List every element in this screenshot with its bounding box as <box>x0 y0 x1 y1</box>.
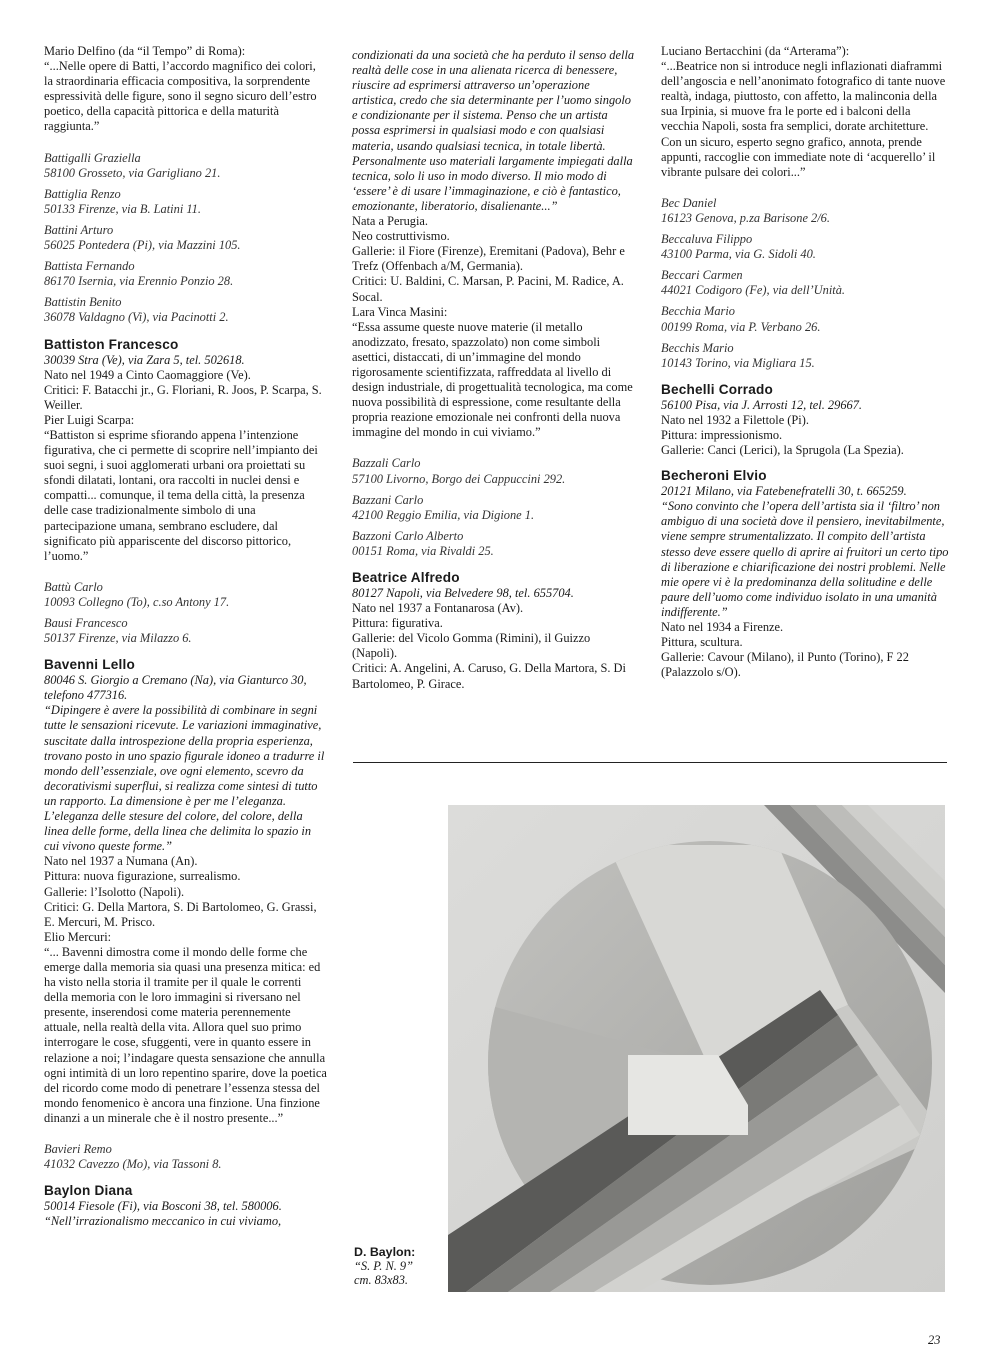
artist-statement: “Sono convinto che l’opera dell’artista sia il ‘filtro’ non ambiguo di una società dove il pensiero, inevitabilmente, viene sempre strumentalizzato. Il compito dell’artista stesso deve essere quello di aprire ai fruitori un certo tipo di liberazione e chiarificazione dei nostri problemi. Nelle mie opere vi è la predominanza della solitudine e delle paure dell’uomo come individuo isolato in una umanità indifferente.” <box>661 499 949 619</box>
artist-born: Nato nel 1934 a Firenze. <box>661 620 784 634</box>
address-list <box>661 196 949 371</box>
address-entry <box>352 529 636 559</box>
address-list <box>44 580 327 646</box>
critic-intro: Lara Vinca Masini: <box>352 304 448 319</box>
artwork-image <box>448 805 945 1292</box>
address-entry <box>661 304 949 334</box>
caption-artist: D. Baylon: <box>354 1245 416 1259</box>
critic-quote: “Battiston si esprime sfiorando appena l’intenzione figurativa, che ci permette di scoprire nell’impianto dei suoi segni, i suoi agglomerati urbani ora proiettati su sfondi dilatati, lontani, ora raccolti in nuclei densi e compatti... comunque, il tema della città, la presenza delle case tradizionalmente simbolo di una partecipazione umana, sembrano escludere, dal significato più appariscente del discorso pittorico, l’uomo.” <box>44 427 318 563</box>
entry-address: 16123 Genova, p.za Barisone 2/6. <box>661 210 830 225</box>
artist-address: 56100 Pisa, via J. Arrosti 12, tel. 29667. <box>661 397 862 412</box>
section-divider <box>353 762 947 763</box>
entry-name: Bausi Francesco <box>44 616 128 630</box>
artist-name: Becheroni Elvio <box>661 468 767 484</box>
address-entry <box>44 295 327 325</box>
address-entry <box>44 259 327 289</box>
entry-address: 36078 Valdagno (Vi), via Pacinotti 2. <box>44 310 229 325</box>
artist-critics: Critici: F. Batacchi jr., G. Floriani, R. Joos, P. Scarpa, S. Weiller. <box>44 382 322 412</box>
column-middle <box>352 48 636 692</box>
entry-address: 43100 Parma, via G. Sidoli 40. <box>661 247 816 262</box>
artist-born: Nato nel 1949 a Cinto Caomaggiore (Ve). <box>44 367 251 382</box>
entry-address: 00199 Roma, via P. Verbano 26. <box>661 319 821 334</box>
address-entry <box>44 187 327 217</box>
artist-name: Bavenni Lello <box>44 657 135 673</box>
artwork-caption <box>354 1245 444 1287</box>
address-entry <box>352 456 636 486</box>
critic-quote: “... Bavenni dimostra come il mondo delle forme che emerge dalla memoria sia quasi una presenza mitica: ed ha visto nella storia il tramite per il quale le correnti della memoria con le loro immagini si riversano nel presente, inserendosi come materia perennemente attuale, nella realtà della vita. Allora quel suo primo interrogare le cose, sfuggenti, vere in quanto essere in relazione a noi; l’indagare questa sensazione che annulla ogni intimità di un loro repentino sparire, dove la poetica del ricordo come modo di penetrare l’essenza stessa del mondo fenomenico è ancora una finzione. Una finzione dinanzi a un minerale che è il nostro presente...” <box>44 944 327 1125</box>
artist-critics: Critici: G. Della Martora, S. Di Bartolomeo, G. Grassi, E. Mercuri, M. Prisco. <box>44 899 317 929</box>
address-entry <box>44 616 327 646</box>
critic-intro: Mario Delfino (da “il Tempo” di Roma): <box>44 44 246 58</box>
artist-painting: Pittura: impressionismo. <box>661 427 783 442</box>
entry-name: Becchia Mario <box>661 304 735 319</box>
artist-name: Bechelli Corrado <box>661 381 773 397</box>
entry-address: 41032 Cavezzo (Mo), via Tassoni 8. <box>44 1157 222 1172</box>
entry-name: Bazzani Carlo <box>352 492 424 507</box>
artist-galleries: Gallerie: del Vicolo Gomma (Rimini), il Guizzo (Napoli). <box>352 631 591 661</box>
artist-statement: “Dipingere è avere la possibilità di combinare in segni tutte le sensazioni ricevute. Le variazioni immaginative, suscitate dalla introspezione della propria esperienza, trovano posto in uno spazio figurale idoneo a tradurre il mondo dell’essenziale, ove ogni elemento, scevro da decorativismi superflui, si realizza come sintesi di tutto un rapporto. La dimensione è per me l’eleganza. L’eleganza delle stesure del colore, del colore, della linea delle forme, della linea che delimita lo spazio in cui vivono queste forme.” <box>44 703 325 854</box>
critic-quote: “Essa assume queste nuove materie (il metallo anodizzato, fresato, spazzolato) non come simboli asettici, distaccati, di un’immagine del mondo rigorosamente scientifizzata, raffreddata al livello di design industriale, di progettualità tecnologica, ma come nuova possibilità di espressione, come resultante della propria reazione emozionale nei confronti della nuova immagine del mondo in cui viviamo.” <box>352 319 633 440</box>
address-entry <box>44 1142 327 1172</box>
caption-title: “S. P. N. 9” <box>354 1259 413 1273</box>
address-entry <box>661 341 949 371</box>
artist-address: 80127 Napoli, via Belvedere 98, tel. 655704. <box>352 586 574 600</box>
page-number: 23 <box>928 1333 941 1347</box>
entry-name: Battista Fernando <box>44 259 135 274</box>
entry-address: 86170 Isernia, via Erennio Ponzio 28. <box>44 274 234 289</box>
entry-name: Beccari Carmen <box>661 268 743 283</box>
entry-name: Becchis Mario <box>661 340 734 355</box>
address-list <box>44 151 327 326</box>
critic-quote: “...Nelle opere di Batti, l’accordo magnifico dei colori, la straordinaria efficacia compositiva, la sorprendente espressività delle figure, sono il segno sicuro dell’estro poetico, della capacità pittorica e della maturità raggiunta.” <box>44 59 317 134</box>
entry-name: Bazzoni Carlo Alberto <box>352 528 464 543</box>
artist-name: Beatrice Alfredo <box>352 570 460 585</box>
entry-address: 10143 Torino, via Migliara 15. <box>661 355 815 370</box>
artist-painting: Pittura: figurativa. <box>352 616 443 631</box>
artist-born: Nata a Perugia. <box>352 214 429 229</box>
entry-address: 58100 Grosseto, via Garigliano 21. <box>44 165 221 180</box>
column-right <box>661 44 949 680</box>
address-list <box>44 1142 327 1172</box>
artist-name: Baylon Diana <box>44 1183 133 1199</box>
artist-statement: condizionati da una società che ha perduto il senso della realtà delle cose in una alienata ricerca di benessere, riuscire ad esprimersi attraverso un’operazione artistica, credo che sia determinante per l’uomo singolo e condizionante per il sistema. Penso che un artista possa esprimersi in qualsiasi modo e con qualsiasi materia, usando qualsiasi tecnica, in totale libertà. Personalmente uso materiali largamente impiegati dalla tecnica, solo li uso in modo diverso. Il mio modo di ‘essere’ è di usare l’immaginazione, e ciò è fantastico, emozionante, liberatorio, disalienante...” <box>352 48 635 213</box>
entry-name: Battistin Benito <box>44 295 122 310</box>
address-entry <box>44 223 327 253</box>
critic-intro: Pier Luigi Scarpa: <box>44 412 135 427</box>
artist-movement: Neo costruttivismo. <box>352 229 450 244</box>
artist-born: Nato nel 1937 a Numana (An). <box>44 854 198 869</box>
artist-born: Nato nel 1937 a Fontanarosa (Av). <box>352 601 524 616</box>
address-entry <box>44 151 327 181</box>
artist-name: Battiston Francesco <box>44 336 179 352</box>
address-entry <box>44 580 327 610</box>
entry-name: Bavieri Remo <box>44 1142 112 1156</box>
entry-address: 00151 Roma, via Rivaldi 25. <box>352 543 494 558</box>
artist-address: 30039 Stra (Ve), via Zara 5, tel. 502618. <box>44 352 245 367</box>
entry-address: 50133 Firenze, via B. Latini 11. <box>44 201 201 216</box>
entry-name: Bazzali Carlo <box>352 456 421 471</box>
entry-name: Battiglia Renzo <box>44 186 121 201</box>
column-left <box>44 44 327 1229</box>
artist-critics: Critici: A. Angelini, A. Caruso, G. Della Martora, S. Di Bartolomeo, P. Girace. <box>352 661 626 691</box>
artist-critics: Critici: U. Baldini, C. Marsan, P. Pacini, M. Radice, A. Socal. <box>352 274 624 304</box>
entry-name: Beccaluva Filippo <box>661 232 753 247</box>
caption-size: cm. 83x83. <box>354 1273 409 1287</box>
artist-galleries: Gallerie: Cavour (Milano), il Punto (Torino), F 22 (Palazzolo s/O). <box>661 650 909 680</box>
artist-painting: Pittura: nuova figurazione, surrealismo. <box>44 869 241 884</box>
artist-galleries: Gallerie: l’Isolotto (Napoli). <box>44 884 185 899</box>
critic-intro: Luciano Bertacchini (da “Arterama”): <box>661 44 850 58</box>
entry-name: Battini Arturo <box>44 222 114 237</box>
address-entry <box>661 196 949 226</box>
artist-address: 80046 S. Giorgio a Cremano (Na), via Gianturco 30, telefono 477316. <box>44 673 307 703</box>
artist-galleries: Gallerie: Canci (Lerici), la Sprugola (La Spezia). <box>661 443 904 458</box>
artist-born: Nato nel 1932 a Filettole (Pi). <box>661 412 809 427</box>
entry-name: Bec Daniel <box>661 195 717 210</box>
entry-address: 44021 Codigoro (Fe), via dell’Unità. <box>661 283 845 298</box>
entry-address: 10093 Collegno (To), c.so Antony 17. <box>44 594 230 609</box>
address-list <box>352 456 636 559</box>
entry-address: 57100 Livorno, Borgo dei Cappuccini 292. <box>352 471 566 486</box>
artist-statement: “Nell’irrazionalismo meccanico in cui viviamo, <box>44 1214 282 1229</box>
critic-intro: Elio Mercuri: <box>44 929 112 944</box>
address-entry <box>352 493 636 523</box>
artist-address: 20121 Milano, via Fatebenefratelli 30, t. 665259. <box>661 484 907 499</box>
artist-painting: Pittura, scultura. <box>661 635 743 650</box>
artist-galleries: Gallerie: il Fiore (Firenze), Eremitani (Padova), Behr e Trefz (Offenbach a/M, Germania). <box>352 244 625 274</box>
entry-name: Battigalli Graziella <box>44 150 141 165</box>
artist-address: 50014 Fiesole (Fi), via Bosconi 38, tel. 580006. <box>44 1199 282 1214</box>
address-entry <box>661 268 949 298</box>
entry-address: 42100 Reggio Emilia, via Digione 1. <box>352 507 535 522</box>
entry-address: 50137 Firenze, via Milazzo 6. <box>44 631 192 646</box>
entry-name: Battù Carlo <box>44 579 103 594</box>
address-entry <box>661 232 949 262</box>
entry-address: 56025 Pontedera (Pi), via Mazzini 105. <box>44 238 241 253</box>
critic-quote: “...Beatrice non si introduce negli inflazionati diaframmi dell’angoscia e nell’anonimato fotografico di tante nuove realtà, indaga, piuttosto, con affetto, la malinconia della sua Irpinia, si muove fra le porte ed i balconi della vecchia Napoli, sosta fra semplici, dorate architetture. Con un sicuro, esperto segno grafico, annota, prende appunti, raccoglie con immediate note di ‘acquerello’ il vibrante pulsare dei colori...” <box>661 59 946 179</box>
